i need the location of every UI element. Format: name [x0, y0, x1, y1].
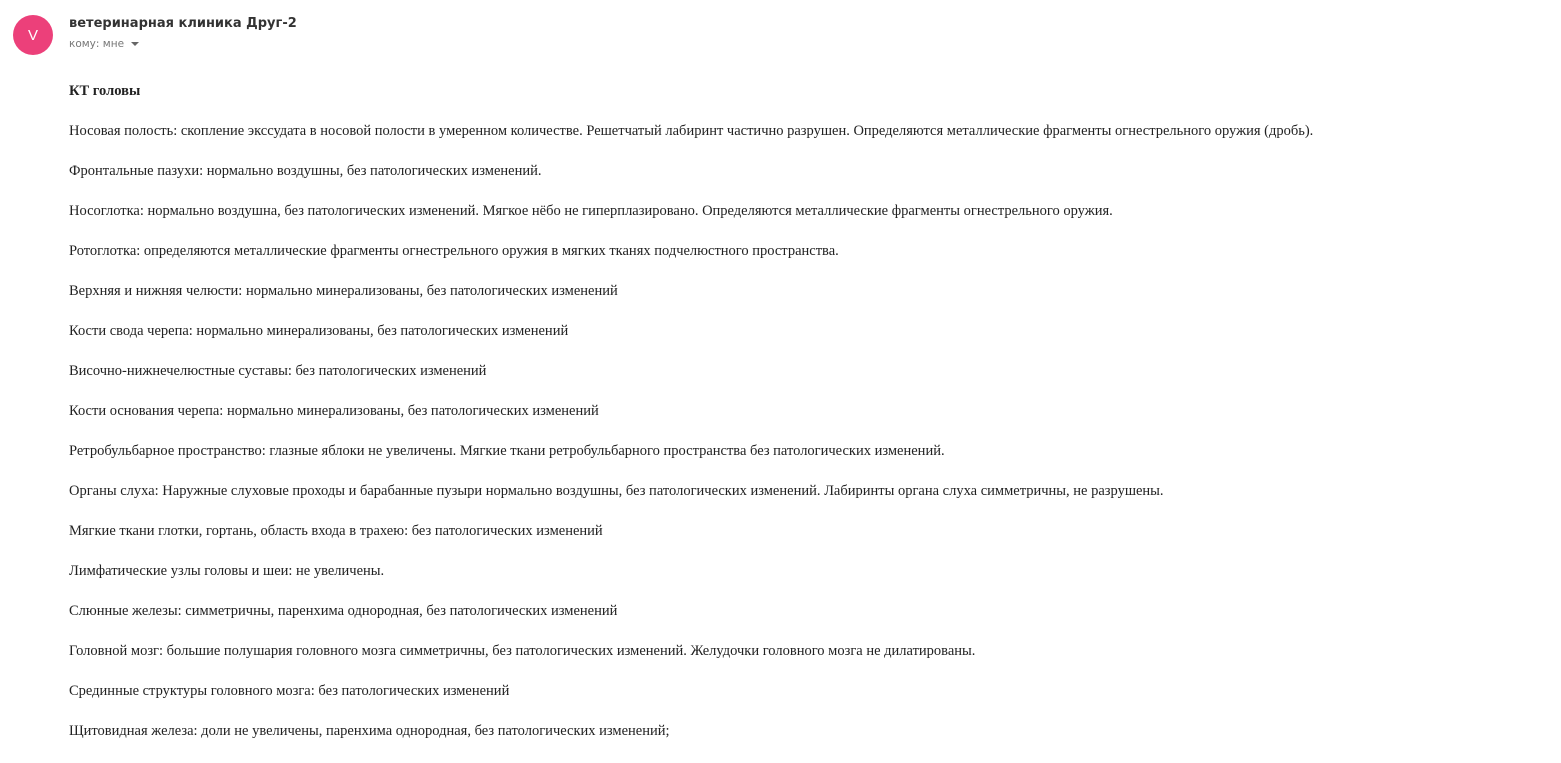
body-paragraph: Височно-нижнечелюстные суставы: без патологических изменений: [69, 363, 487, 379]
body-paragraph: Срединные структуры головного мозга: без патологических изменений: [69, 683, 510, 699]
body-paragraph: Лимфатические узлы головы и шеи: не увеличены.: [69, 563, 385, 579]
recipient-dropdown[interactable]: [69, 38, 139, 50]
body-paragraph: Щитовидная железа: доли не увеличены, паренхима однородная, без патологических изменений;: [69, 723, 670, 739]
body-paragraph: Кости основания черепа: нормально минерализованы, без патологических изменений: [69, 403, 599, 419]
body-paragraph: Фронтальные пазухи: нормально воздушны, без патологических изменений.: [69, 163, 542, 179]
sender-avatar[interactable]: V: [13, 15, 53, 55]
body-paragraph: Носоглотка: нормально воздушна, без патологических изменений. Мягкое нёбо не гиперплазировано. Определяются металлические фрагменты огнестрельного оружия.: [69, 203, 1113, 219]
body-paragraph: Верхняя и нижняя челюсти: нормально минерализованы, без патологических изменений: [69, 283, 618, 299]
message-subject: КТ головы: [69, 83, 141, 99]
body-paragraph: Ретробульбарное пространство: глазные яблоки не увеличены. Мягкие ткани ретробульбарного пространства без патологических изменений.: [69, 443, 945, 459]
body-paragraph: Носовая полость: скопление экссудата в носовой полости в умеренном количестве. Решетчатый лабиринт частично разрушен. Определяются металлические фрагменты огнестрельного оружия (дробь).: [69, 123, 1314, 139]
body-paragraph: Слюнные железы: симметричны, паренхима однородная, без патологических изменений: [69, 603, 618, 619]
body-paragraph: Головной мозг: большие полушария головного мозга симметричны, без патологических изменений. Желудочки головного мозга не дилатированы.: [69, 643, 976, 659]
sender-name: ветеринарная клиника Друг-2: [69, 16, 297, 31]
chevron-down-icon[interactable]: [131, 42, 139, 46]
recipient-label: кому: мне: [69, 38, 125, 50]
body-paragraph: Кости свода черепа: нормально минерализованы, без патологических изменений: [69, 323, 569, 339]
body-paragraph: Ротоглотка: определяются металлические фрагменты огнестрельного оружия в мягких тканях подчелюстного пространства.: [69, 243, 839, 259]
body-paragraph: Мягкие ткани глотки, гортань, область входа в трахею: без патологических изменений: [69, 523, 603, 539]
body-paragraph: Органы слуха: Наружные слуховые проходы и барабанные пузыри нормально воздушны, без патологических изменений. Лабиринты органа слуха симметричны, не разрушены.: [69, 483, 1164, 499]
message-body: [69, 80, 1313, 760]
